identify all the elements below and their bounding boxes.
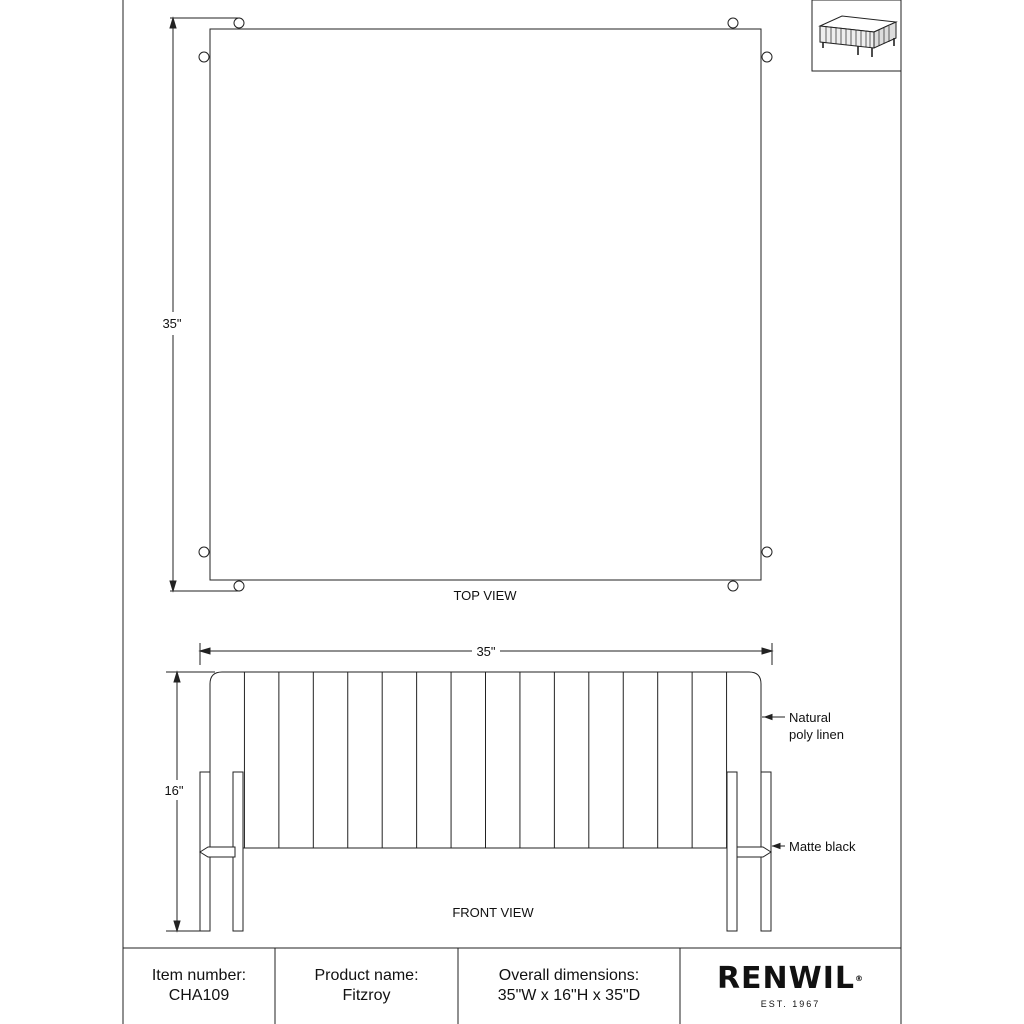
top-depth-label: 35"	[162, 316, 182, 331]
product-name-cell	[275, 948, 458, 1024]
front-height-label: 16"	[164, 783, 184, 798]
front-width-label: 35"	[476, 644, 496, 659]
registered-mark: ®	[855, 974, 865, 983]
item-number-label: Item number:	[151, 967, 247, 984]
front-view-label: FRONT VIEW	[452, 905, 534, 920]
thumbnail-box	[812, 0, 901, 71]
renwil-logo	[680, 948, 901, 1024]
brand-name: RENWIL	[716, 961, 856, 996]
product-name-label: Product name:	[314, 967, 419, 984]
product-name-value: Fitzroy	[342, 987, 391, 1004]
top-view-label: TOP VIEW	[453, 588, 517, 603]
dimensions-label: Overall dimensions:	[498, 967, 640, 984]
brand-established: EST. 1967	[760, 999, 821, 1009]
top-depth-dimension	[170, 18, 240, 591]
item-number-value: CHA109	[168, 987, 230, 1004]
item-number-cell	[123, 948, 275, 1024]
fabric-callout-line1: Natural	[789, 710, 831, 725]
top-view	[170, 18, 772, 591]
stretcher-left	[200, 847, 235, 857]
stretcher-right	[737, 847, 771, 857]
dimensions-cell	[458, 948, 680, 1024]
leg-markers	[199, 18, 772, 591]
legs-callout: Matte black	[789, 839, 856, 854]
dimensions-value: 35"W x 16"H x 35"D	[497, 987, 641, 1004]
top-view-outline	[210, 29, 761, 580]
cushion-channels	[244, 672, 726, 848]
front-view	[166, 643, 785, 931]
leg-front-right-inner	[727, 772, 737, 931]
fabric-callout-line2: poly linen	[789, 727, 844, 742]
